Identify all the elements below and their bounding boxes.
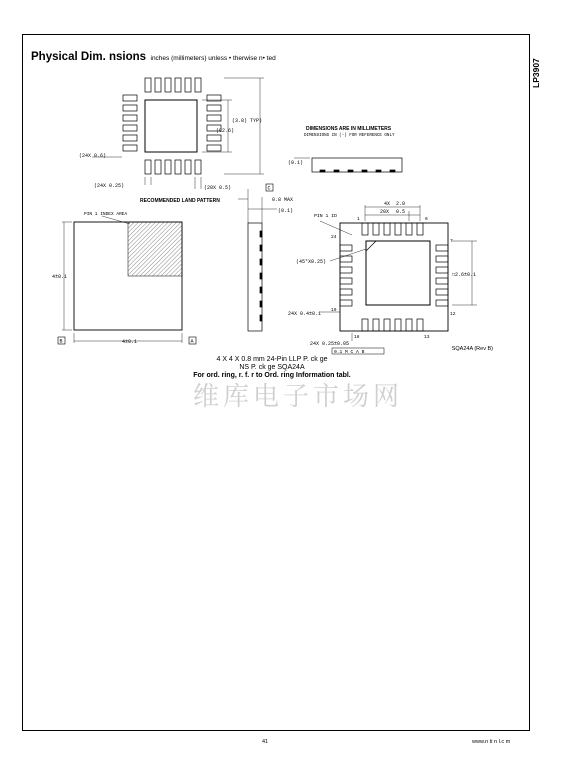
package-drawing [52,75,496,355]
bottom-lead-length: 24X 0.4±0.1 [288,311,322,317]
caption-ordering-note: For ord. ring, r. f. r to Ord. ring Information tabl. [193,372,351,379]
bottom-chamfer: (45°X0.25) [296,259,327,265]
page-number: 41 [262,739,269,745]
pin-7-label: 7 [450,239,453,244]
profile-view [294,158,402,172]
section-heading [31,47,276,65]
pin-12-label: 12 [450,312,456,317]
top-datum-b: B [59,338,63,345]
land-pad-width-dim: (24X 0.6) [79,153,107,159]
bottom-lead-width: 24X 0.25±0.05 [310,341,350,347]
land-pad-size-dim: (24X 0.25) [94,183,125,189]
note-line-1: DIMENSIONS ARE IN MILLIMETERS [306,126,392,132]
pin-1-label: 1 [357,217,360,222]
top-width-dim: 4±0.1 [122,339,138,345]
land-center-dim: (C2.6) [216,128,235,134]
caption-package-number: NS P. ck ge SQA24A [239,364,305,371]
pin-18-label: 18 [354,335,360,340]
pin-13-label: 13 [424,335,430,340]
pin1-index-label: PIN 1 INDEX AREA [84,212,128,217]
side-max-height: 0.8 MAX [272,197,294,203]
top-view [58,216,196,344]
top-height-dim: 4±0.1 [52,274,68,280]
profile-dim: (0.1) [288,160,304,166]
bottom-tolerance: 0.1 M C A B [334,350,365,355]
bottom-4x-label: 4X [384,201,391,207]
land-pattern-label: RECOMMENDED LAND PATTERN [140,198,220,204]
watermark-text: 维库电子市场网 [192,382,403,412]
footer-url: www.n ti n l.c m [472,739,511,745]
side-view [238,184,277,331]
bottom-4x-value: 2.0 [396,201,406,207]
side-datum-c: C [267,185,271,192]
section-title: Physical Dim. nsions [31,51,147,63]
note-line-2: DIMENSIONS IN (-) FOR REFERENCE ONLY [304,134,395,138]
pin1-id-label: PIN 1 ID [314,214,338,219]
bottom-20x-label: 20X [380,209,390,215]
drawing-revision-label: SQA24A (Rev B) [451,346,493,352]
part-number-side-label: LP3907 [531,58,541,88]
pin-24-label: 24 [331,235,337,240]
pin-6-label: 6 [425,217,428,222]
land-typ-dim: (3.8) TYP) [232,118,263,124]
bottom-view [320,205,477,354]
caption-package-description: 4 X 4 X 0.8 mm 24-Pin LLP P. ck ge [216,356,328,363]
bottom-pad-dim: □2.6±0.1 [452,272,477,278]
section-subtitle: inches (millimeters) unless • therwise n• ted [150,55,276,62]
side-standoff: (0.1) [278,208,294,214]
top-datum-a: A [190,338,194,345]
pin-19-label: 19 [331,308,337,313]
land-pattern-view [92,78,264,189]
bottom-20x-value: 0.5 [396,209,406,215]
land-pitch-dim: (20X 0.5) [204,185,232,191]
